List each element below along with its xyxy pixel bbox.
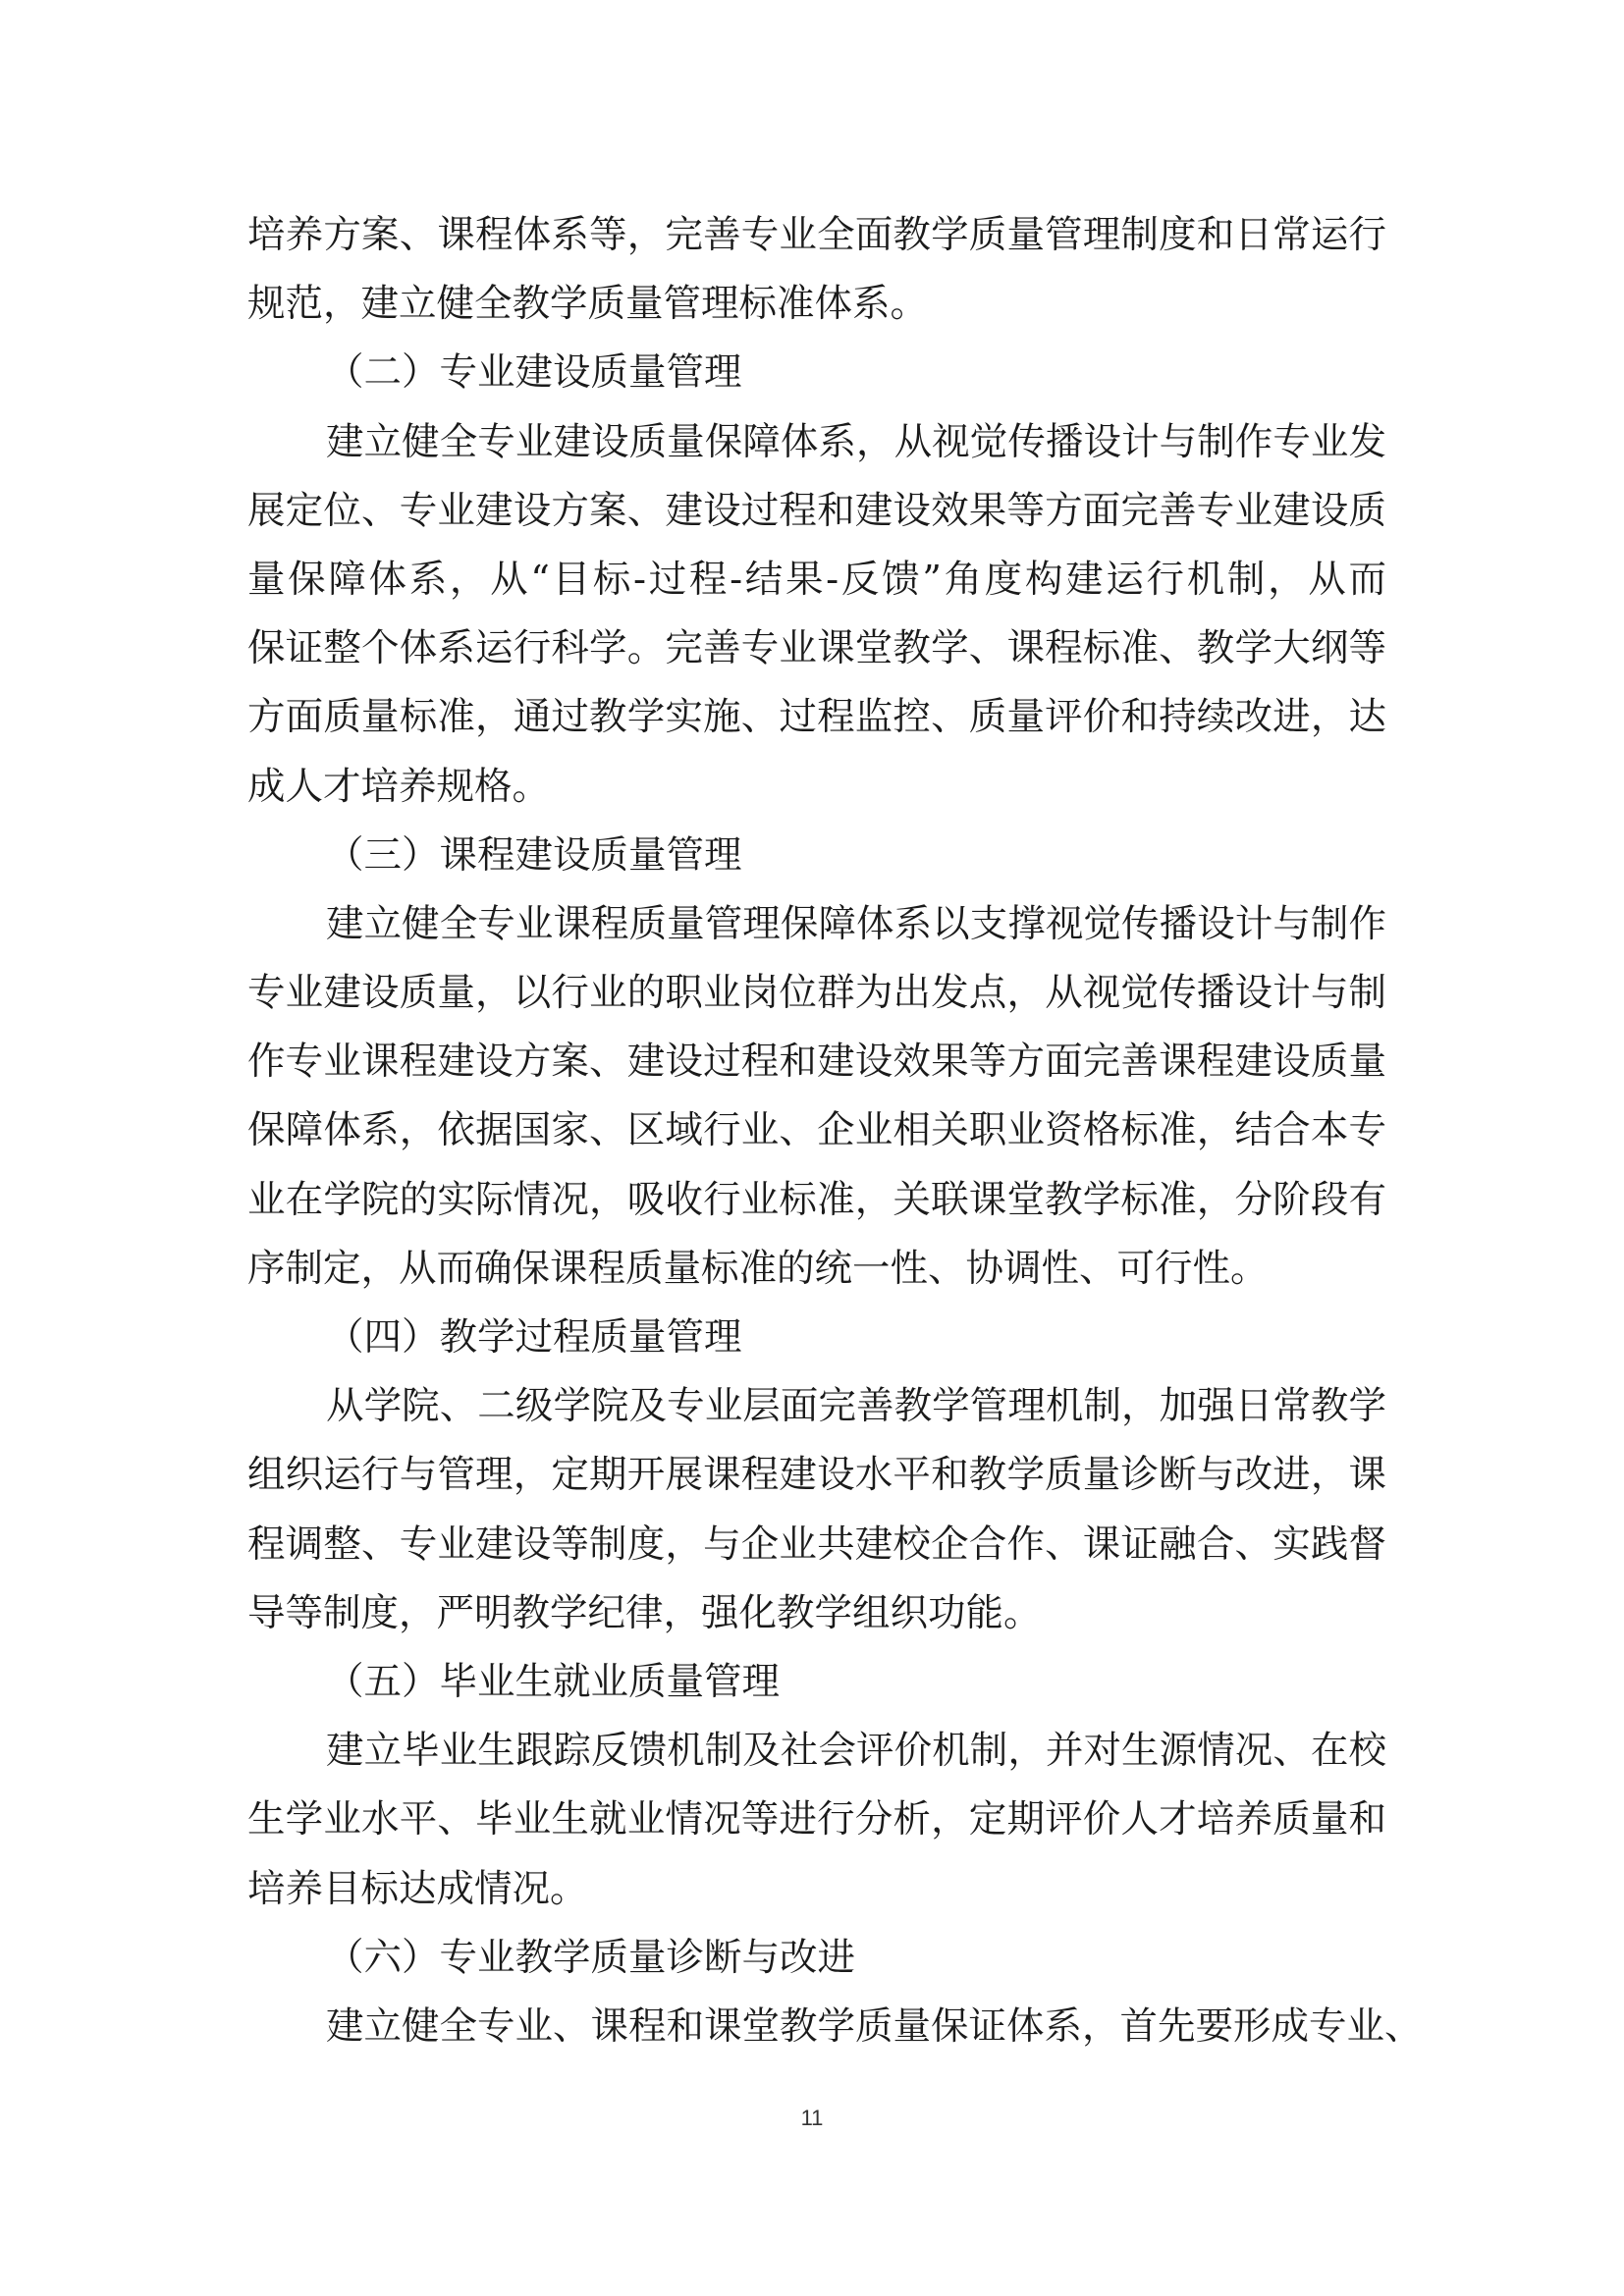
body-line: 作专业课程建设方案、建设过程和建设效果等方面完善课程建设质量	[247, 1040, 1386, 1085]
body-line: 保障体系，依据国家、区域行业、企业相关职业资格标准，结合本专	[247, 1108, 1386, 1153]
body-line: 序制定，从而确保课程质量标准的统一性、协调性、可行性。	[247, 1246, 1269, 1291]
body-line: 成人才培养规格。	[247, 764, 551, 809]
section-heading: （五）毕业生就业质量管理	[326, 1659, 781, 1704]
body-line: 组织运行与管理，定期开展课程建设水平和教学质量诊断与改进，课	[247, 1453, 1386, 1498]
body-line: 业在学院的实际情况，吸收行业标准，关联课堂教学标准，分阶段有	[247, 1177, 1386, 1222]
body-line: 建立健全专业、课程和课堂教学质量保证体系，首先要形成专业、	[326, 2003, 1423, 2049]
section-heading: （四）教学过程质量管理	[326, 1315, 742, 1360]
body-line: 建立健全专业课程质量管理保障体系以支撑视觉传播设计与制作	[326, 901, 1386, 946]
body-line: 展定位、专业建设方案、建设过程和建设效果等方面完善专业建设质	[247, 488, 1386, 533]
body-line: 方面质量标准，通过教学实施、过程监控、质量评价和持续改进，达	[247, 695, 1386, 740]
section-heading: （六）专业教学质量诊断与改进	[326, 1935, 856, 1980]
body-line: 导等制度，严明教学纪律，强化教学组织功能。	[247, 1590, 1042, 1635]
page-number: 11	[800, 2106, 824, 2130]
body-line: 规范，建立健全教学质量管理标准体系。	[247, 282, 929, 327]
body-line: 从学院、二级学院及专业层面完善教学管理机制，加强日常教学	[326, 1384, 1386, 1429]
body-line: 培养方案、课程体系等，完善专业全面教学质量管理制度和日常运行	[247, 213, 1386, 257]
body-line: 量保障体系，从“目标-过程-结果-反馈”角度构建运行机制，从而	[247, 557, 1386, 602]
body-line: 培养目标达成情况。	[247, 1866, 588, 1911]
body-line: 专业建设质量，以行业的职业岗位群为出发点，从视觉传播设计与制	[247, 971, 1386, 1016]
section-heading: （三）课程建设质量管理	[326, 832, 742, 878]
body-line: 建立健全专业建设质量保障体系，从视觉传播设计与制作专业发	[326, 419, 1386, 464]
body-line: 保证整个体系运行科学。完善专业课堂教学、课程标准、教学大纲等	[247, 626, 1386, 671]
section-heading: （二）专业建设质量管理	[326, 350, 742, 396]
body-line: 生学业水平、毕业生就业情况等进行分析，定期评价人才培养质量和	[247, 1797, 1386, 1842]
body-line: 建立毕业生跟踪反馈机制及社会评价机制，并对生源情况、在校	[326, 1729, 1386, 1774]
body-line: 程调整、专业建设等制度，与企业共建校企合作、课证融合、实践督	[247, 1522, 1386, 1567]
document-body	[247, 201, 1423, 2061]
